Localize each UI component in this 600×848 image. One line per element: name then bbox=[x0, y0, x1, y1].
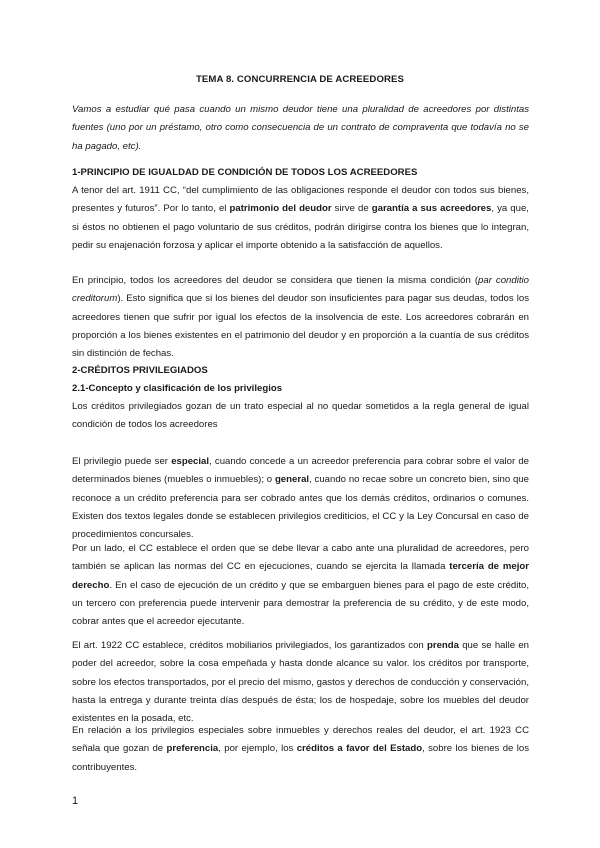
bold-term: créditos a favor del Estado bbox=[296, 743, 423, 755]
bold-term: prenda bbox=[426, 640, 459, 651]
text-run: A tenor del art. 1911 CC, “del cumplimiento de las obligaciones responde el deudor con todos sus bienes, presentes y futuros”. Por lo tanto, el bbox=[72, 185, 529, 215]
text-run: , por ejemplo, los bbox=[218, 743, 297, 755]
text-run: sirve de bbox=[331, 203, 372, 215]
section-1-paragraph-2 bbox=[72, 272, 529, 363]
text-run: que se halle en poder del acreedor, sobre la cosa empeñada y hasta donde alcance su valor. los créditos por transporte, sobre los efectos transportados, por el precio del mismo, gastos y derechos de conducción y conservación, hasta la entrega y durante treinta días después de ésta; los de hospedaje, sobre los muebles del deudor existentes en la posada, etc. bbox=[72, 640, 529, 725]
text-run: ). Esto significa que si los bienes del deudor son insuficientes para pagar sus deudas, todos los acreedores tienen que sufrir por igual los efectos de la insolvencia de este. Los acreedores cobrarán en proporción a los bienes existentes en el patrimonio del deudor y en proporción a la cuantía de sus créditos sin distinción de fechas. bbox=[72, 293, 529, 360]
text-run: En relación a los privilegios especiales sobre inmuebles y derechos reales del deudor, el art. 1923 CC señala que gozan de bbox=[72, 725, 529, 755]
bold-term: especial bbox=[171, 456, 210, 467]
bold-term: general bbox=[274, 474, 310, 486]
text-run: El art. 1922 CC establece, créditos mobiliarios privilegiados, los garantizados con bbox=[72, 640, 427, 651]
section-2-paragraph-1: Los créditos privilegiados gozan de un trato especial al no quedar sometidos a la regla general de igual condición de todos los acreedores bbox=[72, 401, 529, 431]
italic-term: par conditio creditorum bbox=[72, 275, 529, 305]
bold-term: patrimonio del deudor bbox=[229, 203, 332, 215]
text-run: , cuando concede a un acreedor preferencia para cobrar sobre el valor de determinados bienes (muebles o inmuebles); o bbox=[72, 456, 530, 486]
text-run: , sobre los bienes de los contribuyentes. bbox=[72, 743, 529, 773]
text-run: , cuando no recae sobre un concreto bien, sino que reconoce a un crédito preferencia para ser cobrado antes que los demás créditos, ordinarios o comunes. Existen dos textos legales donde se establecen privilegios crediticios, el CC y la Ley Concursal en caso de procedimientos concursales. bbox=[72, 474, 529, 541]
text-run: , ya que, si éstos no obtienen el pago voluntario de sus créditos, podrán dirigirse contra los bienes que lo integran, pedir su enajenación forzosa y aplicar el importe obtenido a la satisfacción de aquellos. bbox=[72, 203, 529, 251]
text-run: El privilegio puede ser bbox=[72, 456, 172, 467]
text-run: En principio, todos los acreedores del deudor se considera que tienen la misma condición ( bbox=[72, 275, 479, 286]
bold-term: garantía a sus acreedores bbox=[371, 203, 492, 215]
text-run: . En el caso de ejecución de un crédito y que se embarguen bienes para el pago de este crédito, un tercero con preferencia puede intervenir para demostrar la preferencia de su crédito, y de este modo, cobrar antes que el acreedor ejecutante. bbox=[72, 579, 529, 628]
section-2-paragraph-4 bbox=[72, 637, 529, 728]
section-2-heading: 2-CRÉDITOS PRIVILEGIADOS bbox=[72, 365, 208, 376]
intro-paragraph: Vamos a estudiar qué pasa cuando un mismo deudor tiene una pluralidad de acreedores por distintas fuentes (uno por un préstamo, otro como consecuencia de un contrato de compraventa que todavía no se ha pagado, etc). bbox=[72, 104, 529, 152]
section-1-heading: 1-PRINCIPIO DE IGUALDAD DE CONDICIÓN DE TODOS LOS ACREEDORES bbox=[72, 167, 418, 178]
document-title: TEMA 8. CONCURRENCIA DE ACREEDORES bbox=[195, 74, 405, 85]
page-number: 1 bbox=[72, 795, 79, 807]
bold-term: tercería de mejor derecho bbox=[72, 561, 529, 591]
bold-term: preferencia bbox=[166, 743, 219, 755]
text-run: Por un lado, el CC establece el orden que se debe llevar a cabo ante una pluralidad de acreedores, pero también se aplican las normas del CC en ejecuciones, cuando se ejercita la llamada bbox=[72, 543, 529, 573]
section-1-paragraph-1 bbox=[72, 182, 529, 255]
section-2-paragraph-3 bbox=[72, 540, 529, 631]
section-2-paragraph-2 bbox=[72, 453, 529, 544]
section-2-subheading: 2.1-Concepto y clasificación de los privilegios bbox=[72, 383, 283, 394]
section-2-paragraph-5 bbox=[72, 722, 529, 777]
